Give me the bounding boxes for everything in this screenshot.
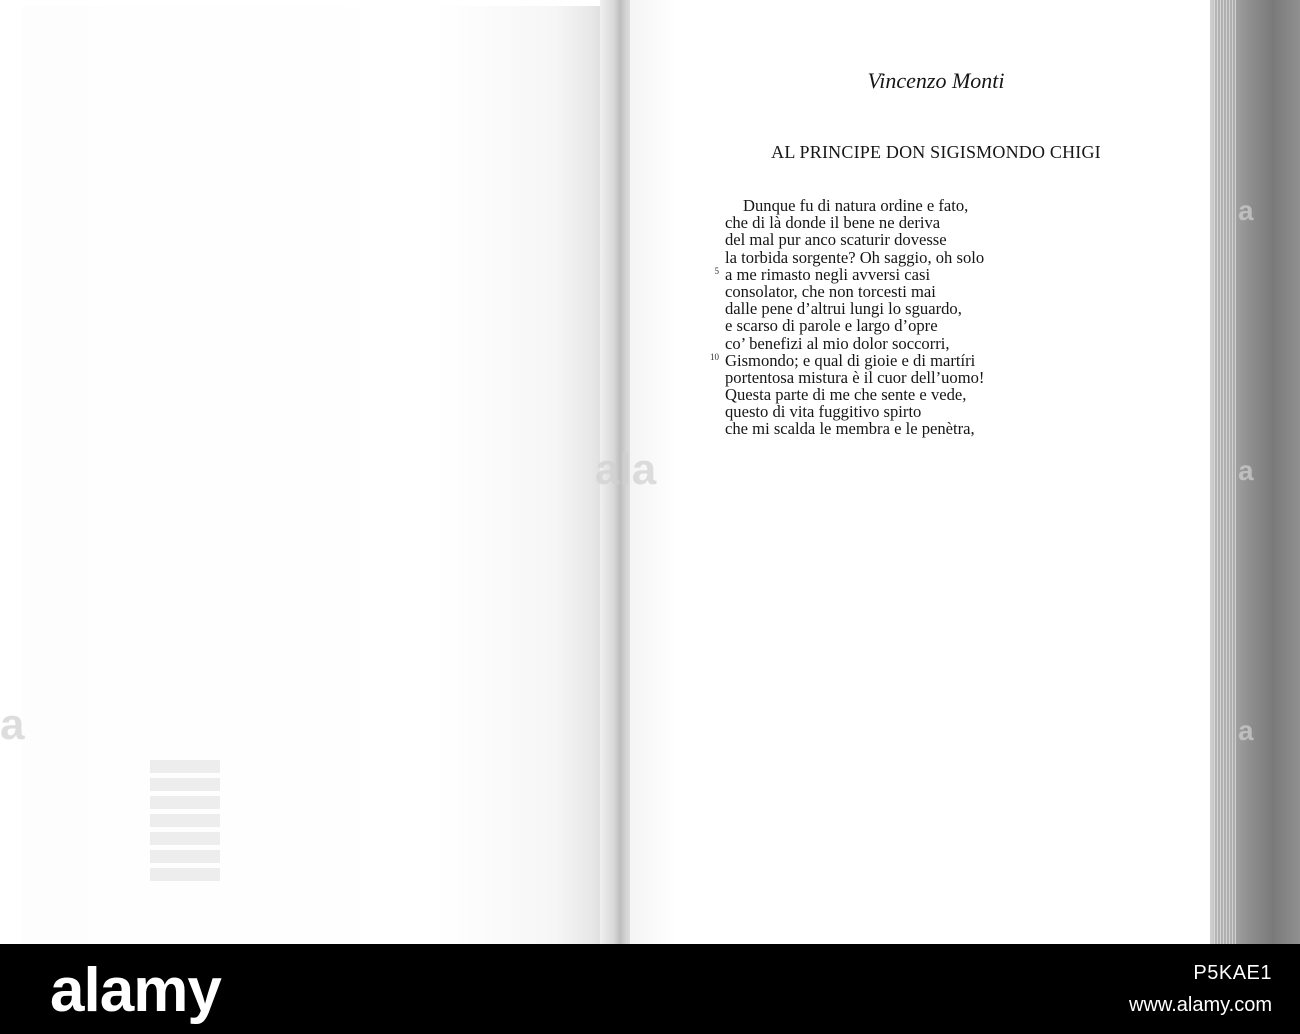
verse-text: Questa parte di me che sente e vede, (725, 385, 967, 405)
poem-verse (725, 335, 984, 352)
poem-verse (714, 264, 984, 284)
poem-title: AL PRINCIPE DON SIGISMONDO CHIGI (771, 142, 1101, 162)
verse-text: del mal pur anco scaturir dovesse (725, 230, 947, 250)
verse-text: questo di vita fuggitivo spirto (725, 402, 922, 422)
watermark-url: www.alamy.com (1129, 994, 1272, 1016)
poem-verse (725, 283, 984, 300)
poem-verses (710, 196, 985, 439)
poem-verse (725, 249, 984, 266)
poem-verse (725, 197, 984, 214)
poem-verse (725, 420, 984, 437)
watermark-image-id: P5KAE1 (1193, 962, 1272, 984)
faint-watermark-mark: a (0, 700, 25, 749)
verse-text: dalle pene d’altrui lungi lo sguardo, (725, 299, 962, 319)
verse-text: a me rimasto negli avversi casi (725, 264, 931, 284)
verse-text: e scarso di parole e largo d’opre (725, 316, 938, 336)
verse-text: Dunque fu di natura ordine e fato, (743, 196, 969, 215)
verse-text: consolator, che non torcesti mai (725, 281, 936, 301)
line-number: 5 (714, 265, 719, 276)
poem-verse (725, 300, 984, 317)
watermark-logo: alamy (50, 956, 221, 1025)
verse-text: portentosa mistura è il cuor dell’uomo! (725, 367, 985, 387)
faint-watermark-mark: a (1238, 195, 1254, 226)
poem-verse (725, 214, 984, 231)
poem-verse (725, 317, 984, 334)
left-page-blank (22, 6, 614, 944)
verse-text: Gismondo; e qual di gioie e di martíri (725, 350, 976, 370)
faint-watermark-mark: a (1238, 715, 1254, 746)
author-name: Vincenzo Monti (867, 68, 1005, 93)
faint-watermark-mark: a (1238, 455, 1254, 486)
verse-text: co’ benefizi al mio dolor soccorri, (725, 333, 950, 353)
show-through-text (150, 760, 230, 886)
poem-verse (725, 231, 984, 248)
verse-text: la torbida sorgente? Oh saggio, oh solo (725, 247, 985, 267)
poem-verse (725, 403, 984, 420)
verse-text: che di là donde il bene ne deriva (725, 213, 941, 233)
verse-text: che mi scalda le membra e le penètra, (725, 419, 975, 439)
line-number: 10 (710, 351, 719, 362)
faint-watermark-mark: ala (595, 445, 657, 494)
poem-verse (725, 386, 984, 403)
poem-verse (710, 350, 984, 370)
poem-verse (725, 369, 984, 386)
